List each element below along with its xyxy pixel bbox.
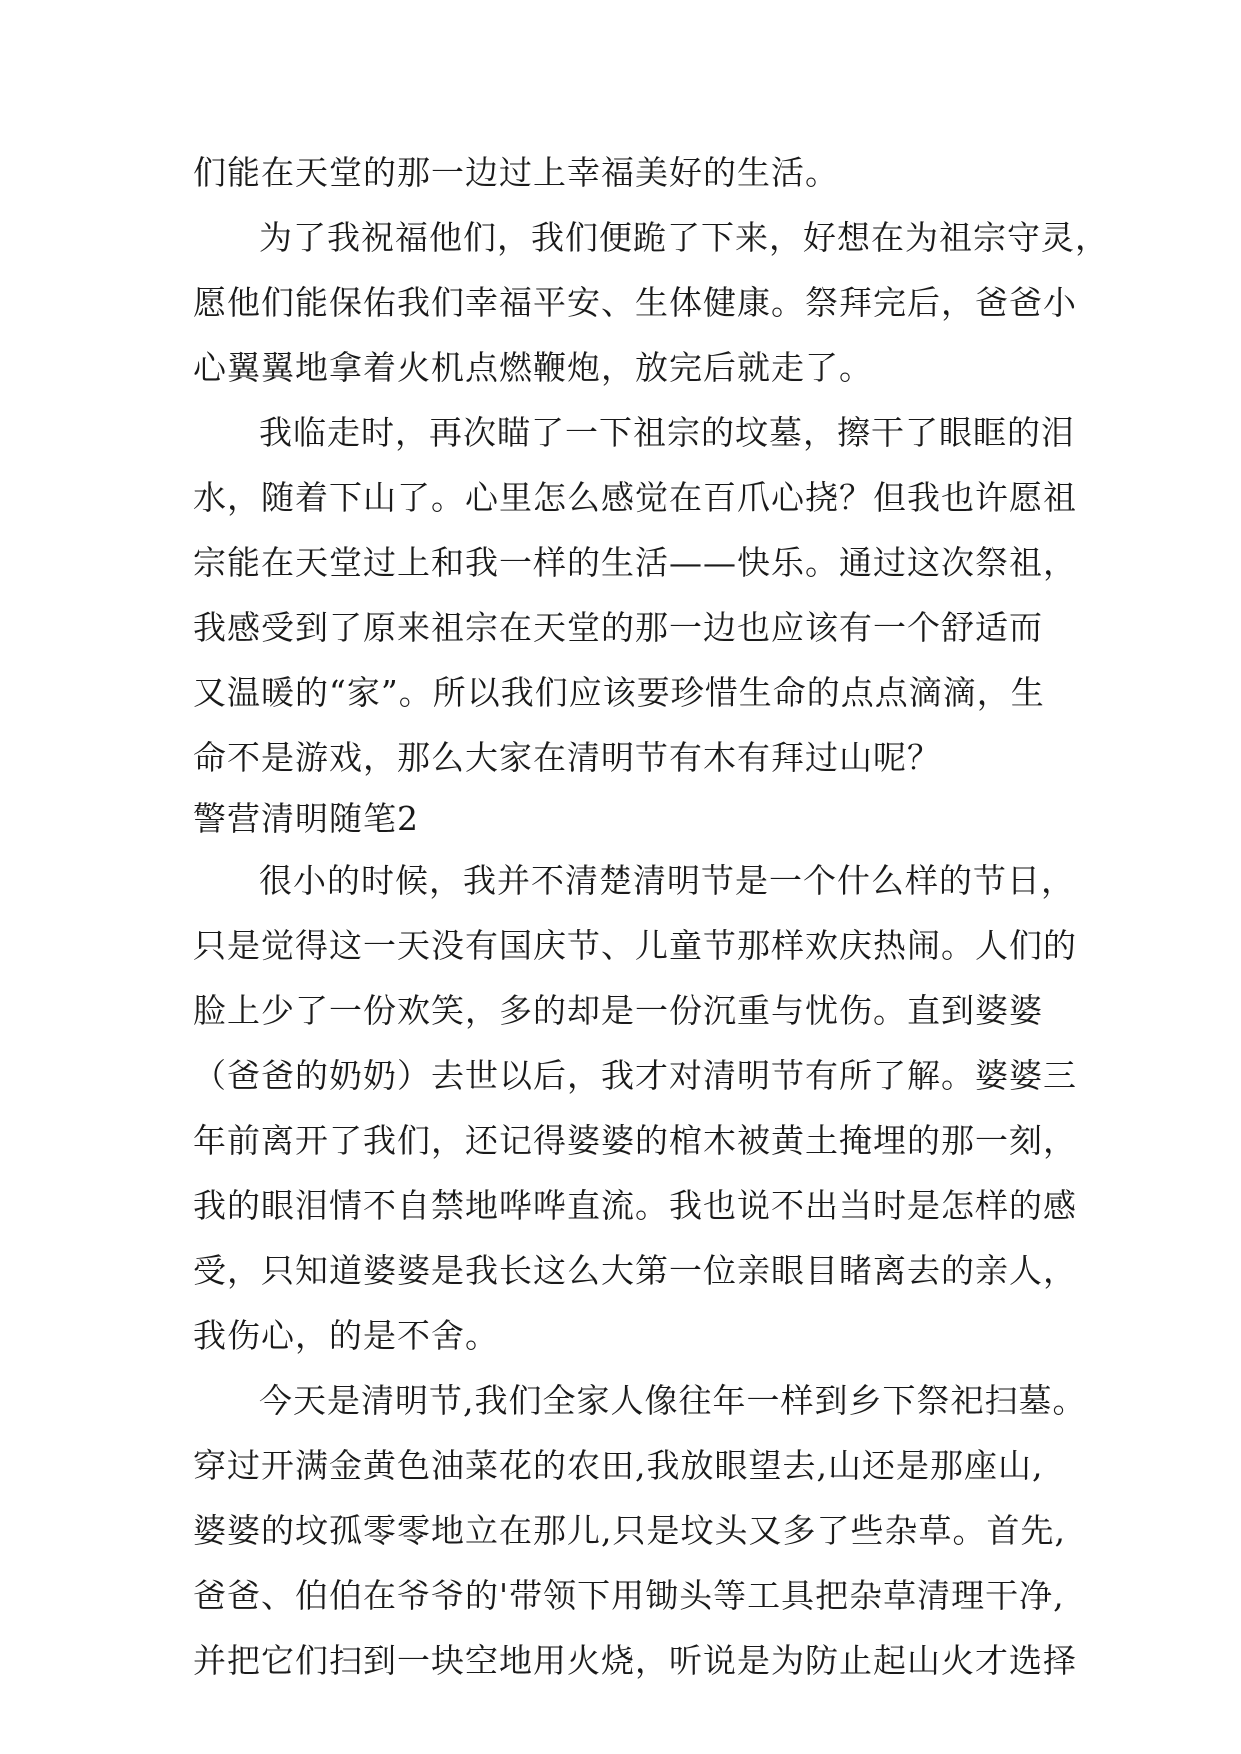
text-line: 又温暖的“家”。所以我们应该要珍惜生命的点点滴滴，生 [193,673,1045,712]
text-line: 心翼翼地拿着火机点燃鞭炮，放完后就走了。 [193,348,873,387]
paragraph-first-line: 我临走时，再次瞄了一下祖宗的坟墓，擦干了眼眶的泪 [259,413,1075,452]
text-line: 穿过开满金黄色油菜花的农田,我放眼望去,山还是那座山, [193,1446,1044,1485]
section-title: 警营清明随笔2 [193,799,419,838]
text-line: 婆婆的坟孤零零地立在那儿,只是坟头又多了些杂草。首先, [193,1511,1066,1550]
text-line: 爸爸、伯伯在爷爷的'带领下用锄头等工具把杂草清理干净, [193,1576,1065,1615]
text-line: 我的眼泪情不自禁地哗哗直流。我也说不出当时是怎样的感 [193,1186,1077,1225]
text-line: 并把它们扫到一块空地用火烧，听说是为防止起山火才选择 [193,1641,1077,1680]
paragraph-first-line: 今天是清明节,我们全家人像往年一样到乡下祭祀扫墓。 [259,1381,1087,1420]
text-line: 我伤心，的是不舍。 [193,1316,499,1355]
text-line: 命不是游戏，那么大家在清明节有木有拜过山呢？ [193,738,941,777]
text-line: 年前离开了我们，还记得婆婆的棺木被黄土掩埋的那一刻， [193,1121,1077,1160]
document-body [193,140,1109,1693]
text-line: 水，随着下山了。心里怎么感觉在百爪心挠？但我也许愿祖 [193,478,1077,517]
text-line: 愿他们能保佑我们幸福平安、生体健康。祭拜完后，爸爸小 [193,283,1077,322]
text-line: 只是觉得这一天没有国庆节、儿童节那样欢庆热闹。人们的 [193,926,1077,965]
paragraph-first-line: 为了我祝福他们，我们便跪了下来，好想在为祖宗守灵， [259,218,1109,257]
text-line: 脸上少了一份欢笑，多的却是一份沉重与忧伤。直到婆婆 [193,991,1043,1030]
text-line: 受，只知道婆婆是我长这么大第一位亲眼目睹离去的亲人， [193,1251,1077,1290]
text-line: （爸爸的奶奶）去世以后，我才对清明节有所了解。婆婆三 [193,1056,1077,1095]
text-line: 我感受到了原来祖宗在天堂的那一边也应该有一个舒适而 [193,608,1043,647]
text-line: 宗能在天堂过上和我一样的生活——快乐。通过这次祭祖， [193,543,1077,582]
text-line: 们能在天堂的那一边过上幸福美好的生活。 [193,153,839,192]
paragraph-first-line: 很小的时候，我并不清楚清明节是一个什么样的节日， [259,861,1075,900]
